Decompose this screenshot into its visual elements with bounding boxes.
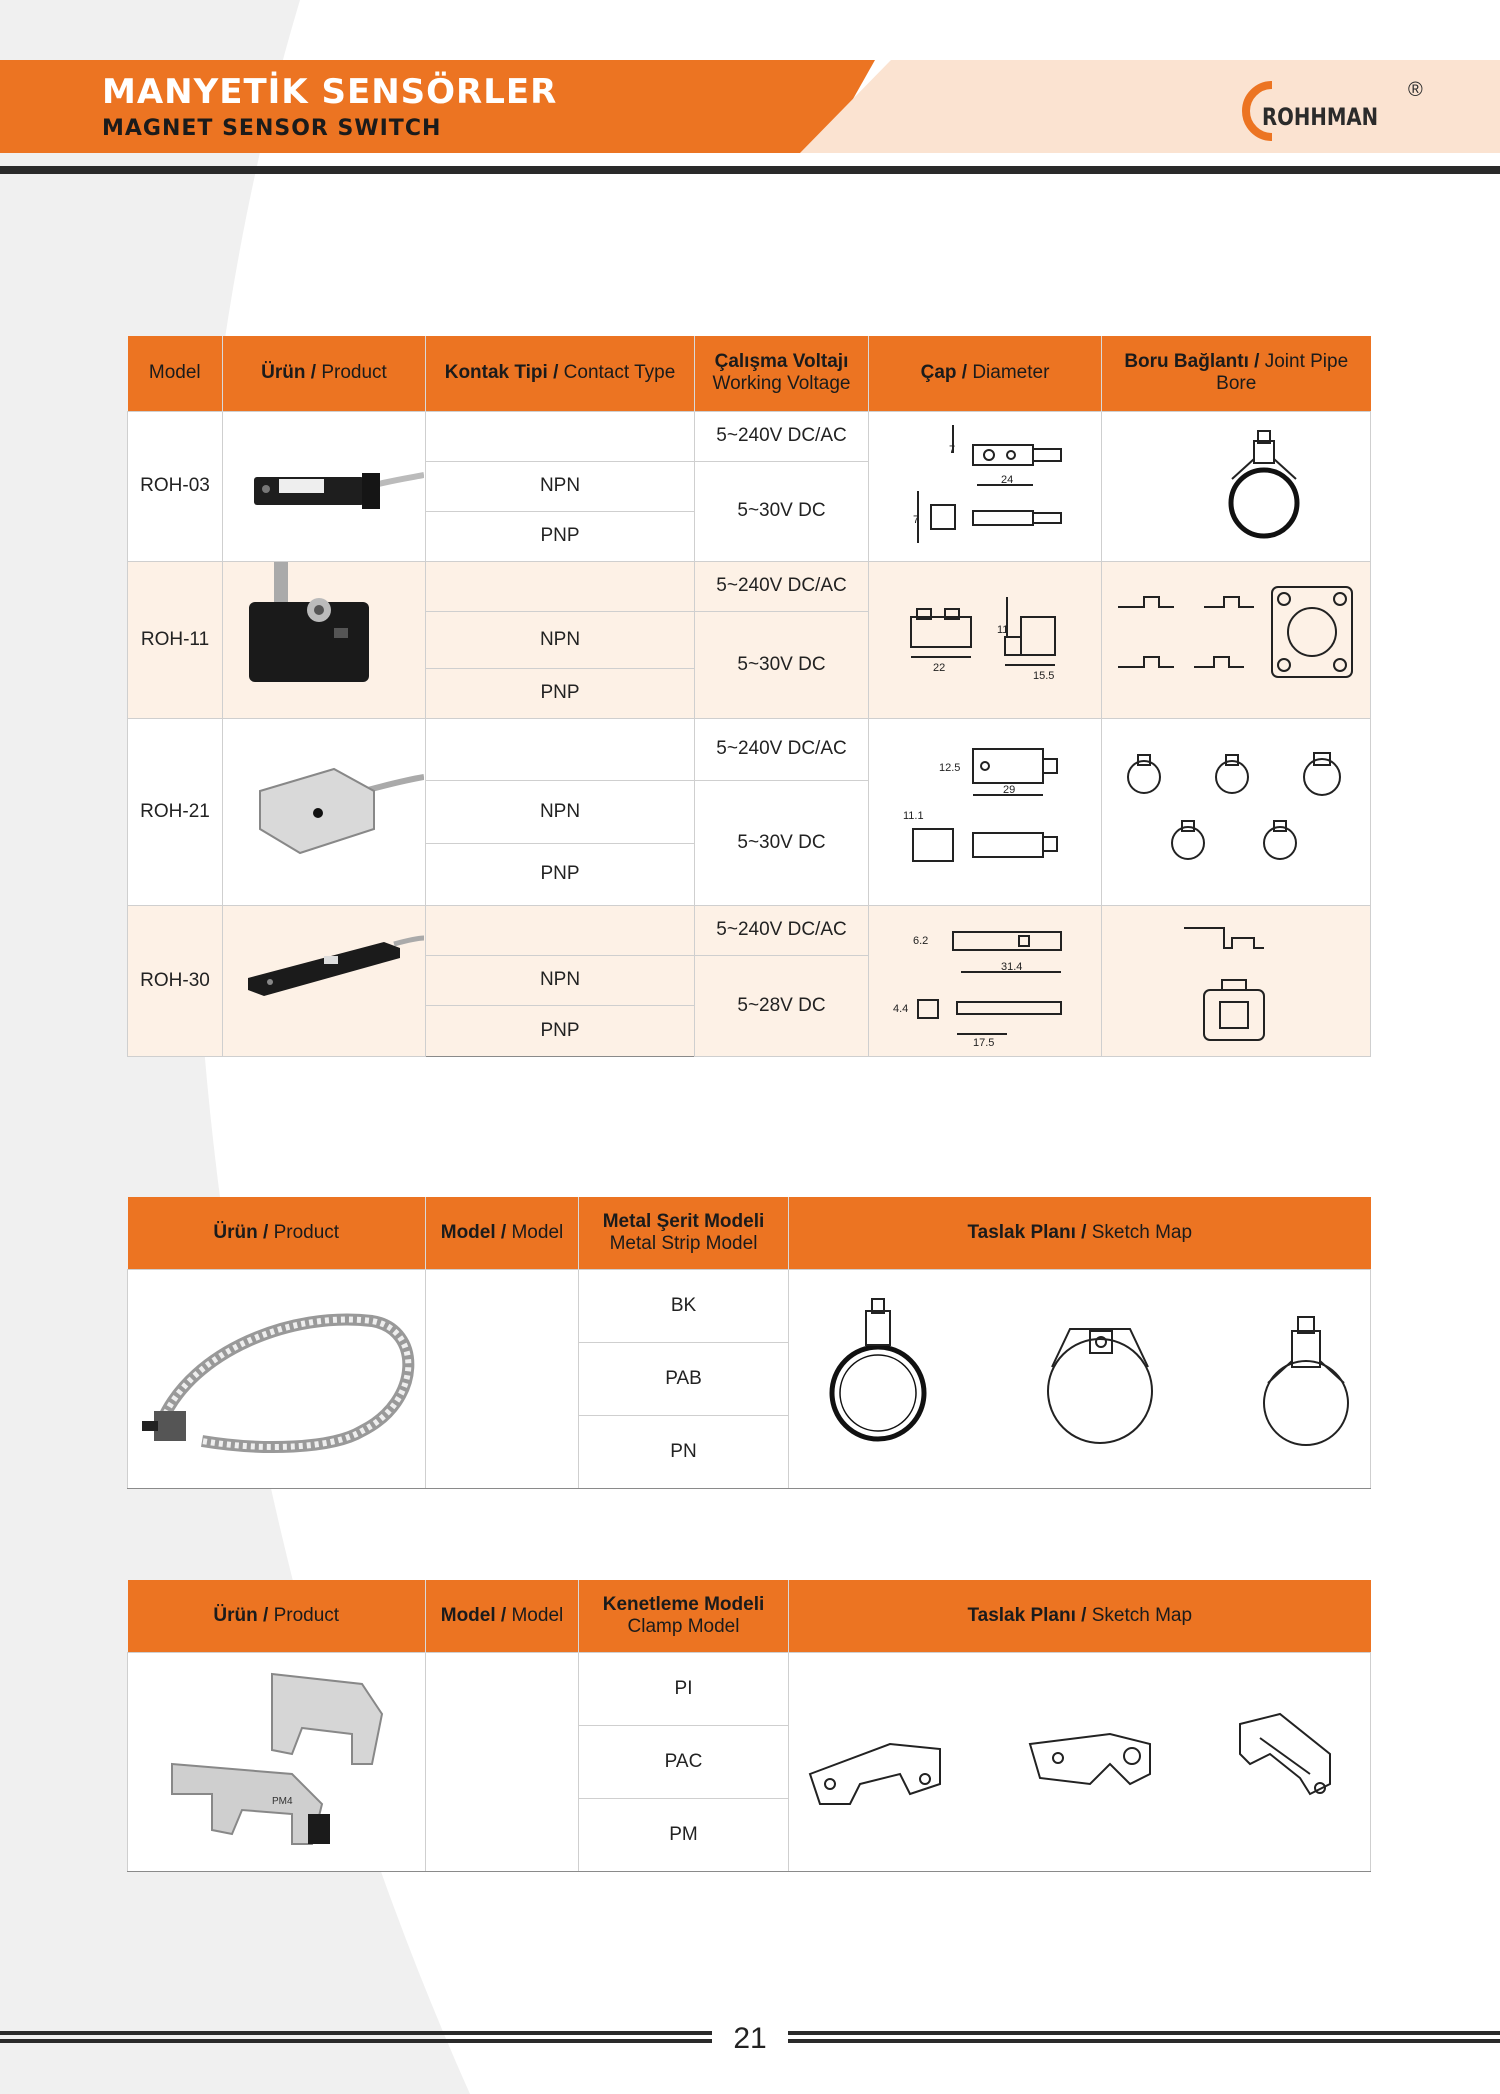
sensor-roh03-image xyxy=(224,433,424,533)
diameter-drawing-cell xyxy=(869,561,1102,718)
pipe-bore-drawing-cell xyxy=(1102,905,1371,1056)
product-image-cell xyxy=(128,1652,426,1871)
roh30-pipe-bore-drawing xyxy=(1104,908,1369,1048)
product-image-cell xyxy=(223,905,426,1056)
voltage-cell: 5~30V DC xyxy=(695,461,869,561)
contact-type-cell: NPN xyxy=(426,611,695,668)
diameter-drawing-cell xyxy=(869,411,1102,561)
col-model: Model / Model xyxy=(426,1580,579,1652)
dim-label: 15.5 xyxy=(1032,669,1054,682)
col-pipe-bore: Boru Bağlantı / Joint Pipe Bore xyxy=(1102,336,1371,411)
model-cell: ROH-30 xyxy=(128,905,223,1056)
page-number: 21 xyxy=(733,2022,767,2055)
clamp-part-label: PM4 xyxy=(271,1795,293,1807)
strip-sketch-drawings xyxy=(790,1271,1370,1481)
col-diameter: Çap / Diameter xyxy=(869,336,1102,411)
contact-type-cell: NPN xyxy=(426,461,695,511)
contact-type-cell: NPN xyxy=(426,780,695,843)
sketch-map-cell xyxy=(789,1652,1371,1871)
roh21-dimension-drawing xyxy=(873,719,1098,899)
footer-line-right-2 xyxy=(788,2039,1500,2043)
sensor-roh30-image xyxy=(224,908,424,1048)
sensor-roh11-image xyxy=(224,562,424,712)
contact-type-cell: PNP xyxy=(426,511,695,561)
model-cell: ROH-11 xyxy=(128,561,223,718)
voltage-cell: 5~28V DC xyxy=(695,955,869,1056)
footer-line-left xyxy=(0,2031,712,2035)
roh30-dimension-drawing xyxy=(873,908,1098,1048)
contact-type-cell: PNP xyxy=(426,843,695,905)
sensor-roh21-image xyxy=(224,729,424,889)
model-cell: ROH-03 xyxy=(128,411,223,561)
clamp-table xyxy=(127,1580,1371,1872)
dim-label: 6.2 xyxy=(912,934,928,947)
clamp-sketch-drawings xyxy=(790,1654,1370,1864)
voltage-cell: 5~30V DC xyxy=(695,780,869,905)
product-image-cell xyxy=(223,411,426,561)
clamp-model-cell: PAC xyxy=(579,1725,789,1798)
header-divider xyxy=(0,166,1500,174)
registered-mark: ® xyxy=(1408,79,1423,101)
table-row xyxy=(128,905,1371,955)
contact-type-cell: PNP xyxy=(426,1005,695,1056)
model-cell: ROH-21 xyxy=(128,718,223,905)
clamp-model-cell: PM xyxy=(579,1798,789,1871)
col-voltage: Çalışma Voltajı Working Voltage xyxy=(695,336,869,411)
table-row xyxy=(128,718,1371,780)
dim-label: 7 xyxy=(912,514,919,526)
footer-line-right xyxy=(788,2031,1500,2035)
contact-type-cell xyxy=(426,718,695,780)
col-product: Ürün / Product xyxy=(223,336,426,411)
strip-table-header xyxy=(128,1197,1371,1269)
product-image-cell xyxy=(128,1269,426,1488)
table-row xyxy=(128,561,1371,611)
voltage-cell: 5~240V DC/AC xyxy=(695,905,869,955)
page-title: MANYETİK SENSÖRLER xyxy=(102,72,558,112)
col-model: Model / Model xyxy=(426,1197,579,1269)
contact-type-cell: NPN xyxy=(426,955,695,1005)
col-clamp-model: Kenetleme Modeli Clamp Model xyxy=(579,1580,789,1652)
dim-label: 11 xyxy=(996,623,1008,636)
diameter-drawing-cell xyxy=(869,905,1102,1056)
dim-label: 12.5 xyxy=(938,761,960,774)
pipe-bore-drawing-cell xyxy=(1102,718,1371,905)
dim-label: 7 xyxy=(948,444,955,456)
roh11-pipe-bore-drawing xyxy=(1104,567,1369,707)
dim-label: 29 xyxy=(1002,783,1015,796)
dim-label: 24 xyxy=(1000,474,1013,486)
dim-label: 4.4 xyxy=(892,1002,908,1015)
contact-type-cell: PNP xyxy=(426,668,695,718)
sensor-table-header xyxy=(128,336,1371,411)
sensor-table xyxy=(127,336,1371,1057)
voltage-cell: 5~240V DC/AC xyxy=(695,411,869,461)
contact-type-cell xyxy=(426,411,695,461)
clamp-table-header xyxy=(128,1580,1371,1652)
metal-strip-table xyxy=(127,1197,1371,1489)
clamp-model-cell: PI xyxy=(579,1652,789,1725)
table-row xyxy=(128,1652,1371,1725)
sketch-map-cell xyxy=(789,1269,1371,1488)
table-row xyxy=(128,411,1371,461)
col-model: Model xyxy=(128,336,223,411)
voltage-cell: 5~240V DC/AC xyxy=(695,561,869,611)
roh03-dimension-drawing xyxy=(873,413,1098,553)
dim-label: 22 xyxy=(932,661,945,674)
contact-type-cell xyxy=(426,905,695,955)
col-contact-type: Kontak Tipi / Contact Type xyxy=(426,336,695,411)
col-product: Ürün / Product xyxy=(128,1580,426,1652)
col-product: Ürün / Product xyxy=(128,1197,426,1269)
dim-label: 17.5 xyxy=(972,1036,994,1048)
roh03-pipe-clamp-drawing xyxy=(1136,413,1336,553)
product-image-cell xyxy=(223,718,426,905)
col-strip-model: Metal Şerit Modeli Metal Strip Model xyxy=(579,1197,789,1269)
model-cell xyxy=(426,1652,579,1871)
col-sketch-map: Taslak Planı / Sketch Map xyxy=(789,1580,1371,1652)
roh11-dimension-drawing xyxy=(873,567,1098,707)
logo-text: ROHHMAN xyxy=(1262,103,1379,131)
dim-label: 31.4 xyxy=(1000,960,1022,973)
diameter-drawing-cell xyxy=(869,718,1102,905)
roh21-pipe-clamp-drawings xyxy=(1104,719,1369,899)
pipe-bore-drawing-cell xyxy=(1102,411,1371,561)
voltage-cell: 5~30V DC xyxy=(695,611,869,718)
pipe-bore-drawing-cell xyxy=(1102,561,1371,718)
voltage-cell: 5~240V DC/AC xyxy=(695,718,869,780)
contact-type-cell xyxy=(426,561,695,611)
brand-logo xyxy=(1228,75,1448,145)
strip-model-cell: BK xyxy=(579,1269,789,1342)
strip-model-cell: PAB xyxy=(579,1342,789,1415)
model-cell xyxy=(426,1269,579,1488)
table-row xyxy=(128,1269,1371,1342)
clamp-product-image xyxy=(132,1654,422,1864)
product-image-cell xyxy=(223,561,426,718)
col-sketch-map: Taslak Planı / Sketch Map xyxy=(789,1197,1371,1269)
strip-model-cell: PN xyxy=(579,1415,789,1488)
dim-label: 11.1 xyxy=(902,809,924,822)
footer-line-left-2 xyxy=(0,2039,712,2043)
page-subtitle: MAGNET SENSOR SWITCH xyxy=(102,116,442,141)
metal-strip-image xyxy=(132,1271,422,1481)
